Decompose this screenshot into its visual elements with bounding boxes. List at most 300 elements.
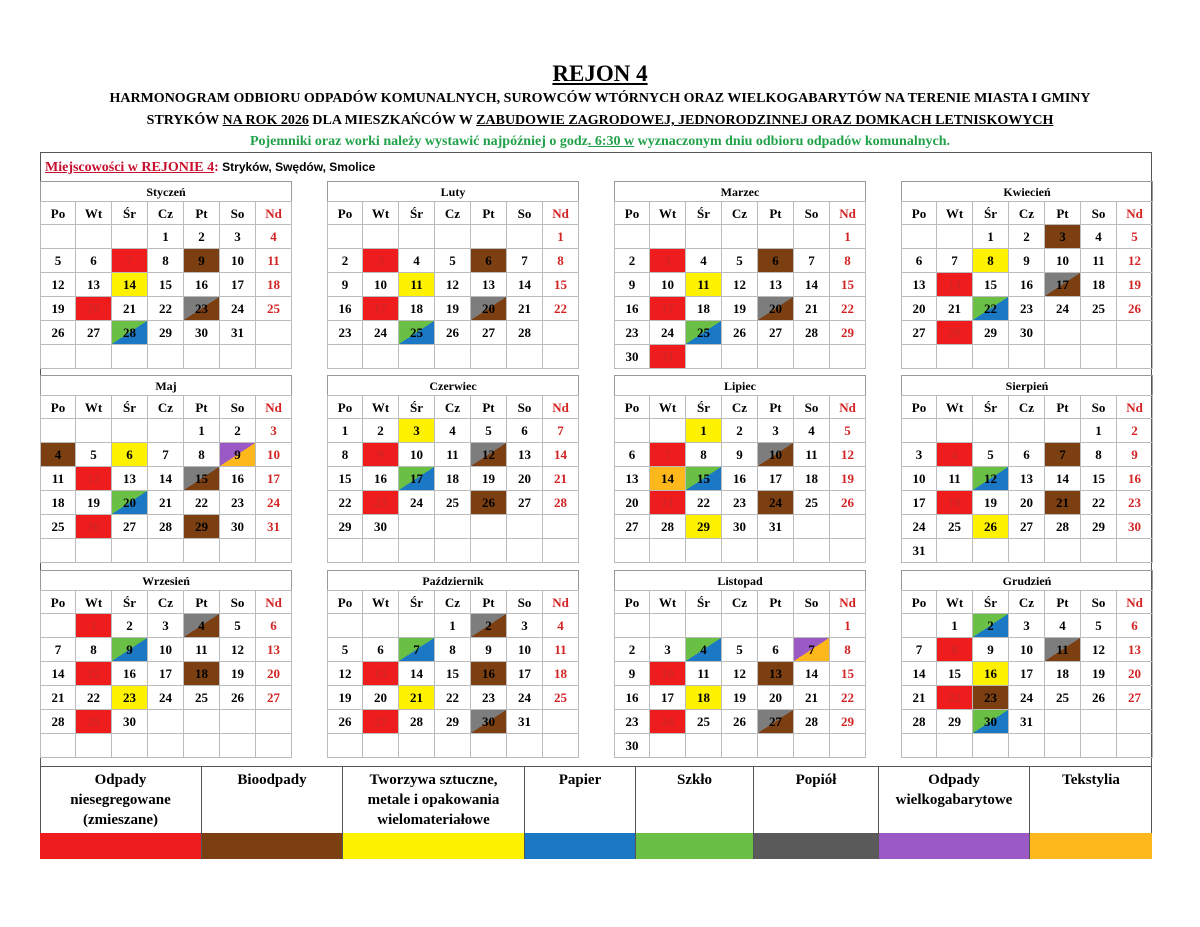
day-cell: 6 (1117, 614, 1153, 638)
month-grid (327, 395, 579, 563)
day-cell: 23 (471, 686, 507, 710)
pickup-day-cell: 29 (76, 710, 112, 734)
empty-day-cell (1117, 734, 1153, 758)
pickup-day-cell: 7 (399, 638, 435, 662)
day-cell: 31 (1009, 710, 1045, 734)
weekday-header: So (794, 201, 830, 225)
empty-day-cell (40, 345, 76, 369)
day-cell: 11 (543, 638, 579, 662)
month-name: Grudzień (901, 570, 1153, 590)
empty-day-cell (220, 539, 256, 563)
empty-day-cell (1081, 321, 1117, 345)
empty-day-cell (1117, 710, 1153, 734)
day-cell: 15 (830, 662, 866, 686)
day-cell: 16 (614, 297, 650, 321)
pickup-day-cell: 10 (758, 443, 794, 467)
day-cell: 1 (937, 614, 973, 638)
day-cell: 28 (650, 515, 686, 539)
day-cell: 14 (148, 467, 184, 491)
day-cell: 10 (399, 443, 435, 467)
day-cell: 2 (184, 225, 220, 249)
day-cell: 17 (256, 467, 292, 491)
day-cell: 22 (1081, 491, 1117, 515)
empty-day-cell (543, 710, 579, 734)
day-cell: 13 (256, 638, 292, 662)
pickup-time-note (0, 132, 1200, 152)
day-cell: 25 (794, 491, 830, 515)
heading-part: DLA MIESZKAŃCÓW W (308, 113, 477, 128)
schedule-heading-line-2 (0, 111, 1200, 131)
empty-day-cell (650, 614, 686, 638)
day-cell: 6 (76, 249, 112, 273)
empty-day-cell (220, 734, 256, 758)
empty-day-cell (327, 614, 363, 638)
weekday-header: Nd (543, 395, 579, 419)
weekday-header: Po (901, 395, 937, 419)
legend-color-swatch (343, 833, 524, 859)
day-cell: 20 (1117, 662, 1153, 686)
day-cell: 27 (471, 321, 507, 345)
month-grid (327, 590, 579, 758)
day-cell: 2 (327, 249, 363, 273)
weekday-header: Wt (937, 201, 973, 225)
empty-day-cell (1117, 321, 1153, 345)
empty-day-cell (937, 419, 973, 443)
legend-item (343, 766, 525, 859)
note-part: Pojemniki oraz worki należy wystawić najpóźniej o godz (249, 134, 588, 149)
pickup-day-cell: 14 (650, 467, 686, 491)
pickup-day-cell: 11 (1045, 638, 1081, 662)
day-cell: 19 (722, 297, 758, 321)
day-cell: 1 (1081, 419, 1117, 443)
empty-day-cell (435, 515, 471, 539)
heading-year: NA ROK 2026 (222, 113, 309, 128)
locations-value: Stryków, Swędów, Smolice (218, 160, 376, 174)
day-cell: 13 (471, 273, 507, 297)
day-cell: 1 (327, 419, 363, 443)
day-cell: 2 (614, 249, 650, 273)
month-12 (901, 570, 1153, 758)
day-cell: 30 (184, 321, 220, 345)
day-cell: 11 (1081, 249, 1117, 273)
pickup-day-cell: 23 (363, 491, 399, 515)
day-cell: 9 (973, 638, 1009, 662)
day-cell: 28 (507, 321, 543, 345)
pickup-day-cell: 7 (112, 249, 148, 273)
day-cell: 22 (148, 297, 184, 321)
day-cell: 24 (507, 686, 543, 710)
day-cell: 21 (794, 297, 830, 321)
weekday-header: Śr (399, 395, 435, 419)
month-2 (327, 181, 579, 369)
empty-day-cell (973, 345, 1009, 369)
empty-day-cell (1009, 539, 1045, 563)
pickup-day-cell: 23 (112, 686, 148, 710)
pickup-day-cell: 17 (650, 297, 686, 321)
heading-zone: ZABUDOWIE ZAGRODOWEJ, JEDNORODZINNEJ ORAZ DOMKACH LETNISKOWYCH (476, 113, 1054, 128)
pickup-day-cell: 9 (184, 249, 220, 273)
empty-day-cell (1045, 321, 1081, 345)
empty-day-cell (40, 614, 76, 638)
legend-color-swatch (1030, 833, 1152, 859)
legend-label: Tekstylia (1062, 772, 1120, 788)
day-cell: 8 (435, 638, 471, 662)
day-cell: 29 (830, 321, 866, 345)
day-cell: 22 (184, 491, 220, 515)
heading-part: STRYKÓW (146, 113, 223, 128)
empty-day-cell (758, 734, 794, 758)
empty-day-cell (830, 515, 866, 539)
day-cell: 4 (399, 249, 435, 273)
weekday-header: Pt (184, 590, 220, 614)
weekday-header: Wt (650, 395, 686, 419)
weekday-header: Wt (76, 395, 112, 419)
day-cell: 10 (507, 638, 543, 662)
pickup-day-cell: 9 (220, 443, 256, 467)
day-cell: 5 (435, 249, 471, 273)
day-cell: 27 (901, 321, 937, 345)
day-cell: 22 (686, 491, 722, 515)
day-cell: 15 (327, 467, 363, 491)
empty-day-cell (256, 734, 292, 758)
empty-day-cell (901, 225, 937, 249)
weekday-header: Po (40, 395, 76, 419)
pickup-day-cell: 29 (686, 515, 722, 539)
empty-day-cell (112, 419, 148, 443)
day-cell: 27 (758, 321, 794, 345)
pickup-day-cell: 14 (112, 273, 148, 297)
empty-day-cell (399, 515, 435, 539)
pickup-day-cell: 6 (471, 249, 507, 273)
empty-day-cell (543, 321, 579, 345)
day-cell: 21 (148, 491, 184, 515)
day-cell: 3 (758, 419, 794, 443)
weekday-header: So (794, 395, 830, 419)
page-title: REJON 4 (552, 61, 648, 86)
day-cell: 22 (830, 686, 866, 710)
empty-day-cell (435, 225, 471, 249)
day-cell: 10 (1009, 638, 1045, 662)
day-cell: 30 (614, 734, 650, 758)
day-cell: 19 (435, 297, 471, 321)
legend-item (1030, 766, 1152, 859)
day-cell: 28 (399, 710, 435, 734)
empty-day-cell (614, 539, 650, 563)
day-cell: 21 (543, 467, 579, 491)
weekday-header: Śr (112, 395, 148, 419)
day-cell: 15 (1081, 467, 1117, 491)
legend-label: Papier (558, 772, 602, 788)
legend-label: Szkło (676, 772, 712, 788)
locations-colon: : (214, 160, 219, 175)
day-cell: 27 (256, 686, 292, 710)
day-cell: 9 (471, 638, 507, 662)
day-cell: 14 (40, 662, 76, 686)
month-9 (40, 570, 292, 758)
day-cell: 5 (830, 419, 866, 443)
empty-day-cell (363, 734, 399, 758)
day-cell: 28 (901, 710, 937, 734)
day-cell: 30 (112, 710, 148, 734)
day-cell: 4 (543, 614, 579, 638)
empty-day-cell (435, 345, 471, 369)
day-cell: 13 (507, 443, 543, 467)
pickup-day-cell: 2 (471, 614, 507, 638)
month-grid (901, 395, 1153, 563)
day-cell: 5 (1117, 225, 1153, 249)
day-cell: 14 (794, 662, 830, 686)
day-cell: 26 (435, 321, 471, 345)
legend-label: Odpady wielkogabarytowe (895, 772, 1013, 808)
empty-day-cell (901, 345, 937, 369)
empty-day-cell (686, 225, 722, 249)
empty-day-cell (148, 345, 184, 369)
day-cell: 31 (507, 710, 543, 734)
day-cell: 27 (614, 515, 650, 539)
empty-day-cell (901, 734, 937, 758)
day-cell: 12 (40, 273, 76, 297)
day-cell: 3 (1009, 614, 1045, 638)
day-cell: 13 (76, 273, 112, 297)
day-cell: 3 (507, 614, 543, 638)
pickup-day-cell: 7 (1045, 443, 1081, 467)
month-name: Wrzesień (40, 570, 292, 590)
empty-day-cell (507, 539, 543, 563)
day-cell: 4 (256, 225, 292, 249)
day-cell: 19 (471, 467, 507, 491)
day-cell: 11 (686, 662, 722, 686)
empty-day-cell (148, 419, 184, 443)
day-cell: 12 (1117, 249, 1153, 273)
empty-day-cell (650, 734, 686, 758)
empty-day-cell (507, 734, 543, 758)
day-cell: 7 (901, 638, 937, 662)
weekday-header: Nd (543, 590, 579, 614)
day-cell: 7 (937, 249, 973, 273)
empty-day-cell (40, 539, 76, 563)
locations-label: Miejscowości w REJONIE 4 (45, 160, 215, 175)
day-cell: 24 (220, 297, 256, 321)
day-cell: 30 (722, 515, 758, 539)
day-cell: 6 (363, 638, 399, 662)
day-cell: 2 (220, 419, 256, 443)
day-cell: 6 (758, 638, 794, 662)
month-name: Październik (327, 570, 579, 590)
pickup-day-cell: 26 (471, 491, 507, 515)
weekday-header: Wt (937, 395, 973, 419)
day-cell: 15 (937, 662, 973, 686)
empty-day-cell (1045, 734, 1081, 758)
pickup-day-cell: 25 (686, 321, 722, 345)
weekday-header: Cz (722, 395, 758, 419)
day-cell: 17 (901, 491, 937, 515)
pickup-day-cell: 9 (112, 638, 148, 662)
empty-day-cell (435, 539, 471, 563)
empty-day-cell (758, 614, 794, 638)
day-cell: 20 (507, 467, 543, 491)
month-11 (614, 570, 866, 758)
pickup-day-cell: 12 (973, 467, 1009, 491)
empty-day-cell (327, 539, 363, 563)
pickup-day-cell: 26 (76, 515, 112, 539)
weekday-header: Śr (112, 201, 148, 225)
empty-day-cell (650, 225, 686, 249)
empty-day-cell (363, 614, 399, 638)
empty-day-cell (1009, 345, 1045, 369)
pickup-day-cell: 7 (650, 443, 686, 467)
day-cell: 8 (686, 443, 722, 467)
day-cell: 15 (973, 273, 1009, 297)
legend-color-swatch (525, 833, 635, 859)
pickup-day-cell: 21 (399, 686, 435, 710)
empty-day-cell (973, 539, 1009, 563)
pickup-day-cell: 2 (973, 614, 1009, 638)
day-cell: 10 (1045, 249, 1081, 273)
day-cell: 15 (148, 273, 184, 297)
weekday-header: Nd (1117, 201, 1153, 225)
empty-day-cell (794, 614, 830, 638)
day-cell: 8 (184, 443, 220, 467)
day-cell: 14 (1045, 467, 1081, 491)
weekday-header: Pt (184, 201, 220, 225)
day-cell: 12 (220, 638, 256, 662)
day-cell: 2 (112, 614, 148, 638)
pickup-day-cell: 4 (937, 443, 973, 467)
empty-day-cell (471, 539, 507, 563)
weekday-header: Śr (686, 201, 722, 225)
month-grid (40, 590, 292, 758)
day-cell: 18 (543, 662, 579, 686)
pickup-day-cell: 30 (471, 710, 507, 734)
day-cell: 30 (220, 515, 256, 539)
day-cell: 26 (327, 710, 363, 734)
day-cell: 19 (220, 662, 256, 686)
day-cell: 12 (722, 273, 758, 297)
day-cell: 25 (686, 710, 722, 734)
day-cell: 17 (1009, 662, 1045, 686)
empty-day-cell (184, 710, 220, 734)
day-cell: 26 (722, 710, 758, 734)
day-cell: 22 (830, 297, 866, 321)
day-cell: 3 (901, 443, 937, 467)
empty-day-cell (363, 345, 399, 369)
day-cell: 25 (184, 686, 220, 710)
month-name: Listopad (614, 570, 866, 590)
pickup-day-cell: 29 (184, 515, 220, 539)
day-cell: 19 (76, 491, 112, 515)
weekday-header: Śr (686, 395, 722, 419)
weekday-header: Wt (76, 590, 112, 614)
day-cell: 19 (1081, 662, 1117, 686)
day-cell: 16 (614, 686, 650, 710)
day-cell: 23 (614, 710, 650, 734)
empty-day-cell (758, 539, 794, 563)
empty-day-cell (794, 225, 830, 249)
day-cell: 16 (327, 297, 363, 321)
day-cell: 13 (1117, 638, 1153, 662)
empty-day-cell (256, 345, 292, 369)
empty-day-cell (112, 345, 148, 369)
day-cell: 30 (363, 515, 399, 539)
legend-label: Odpady niesegregowane (zmieszane) (70, 772, 171, 828)
weekday-header: Po (327, 590, 363, 614)
empty-day-cell (686, 539, 722, 563)
pickup-day-cell: 11 (399, 273, 435, 297)
day-cell: 9 (327, 273, 363, 297)
day-cell: 11 (435, 443, 471, 467)
empty-day-cell (614, 614, 650, 638)
day-cell: 18 (435, 467, 471, 491)
pickup-day-cell: 12 (471, 443, 507, 467)
empty-day-cell (937, 225, 973, 249)
empty-day-cell (363, 539, 399, 563)
empty-day-cell (256, 321, 292, 345)
pickup-day-cell: 28 (937, 321, 973, 345)
weekday-header: Śr (973, 201, 1009, 225)
pickup-day-cell: 15 (686, 467, 722, 491)
legend-color-swatch (636, 833, 753, 859)
weekday-header: So (507, 395, 543, 419)
empty-day-cell (1117, 539, 1153, 563)
weekday-header: Śr (112, 590, 148, 614)
day-cell: 28 (794, 710, 830, 734)
weekday-header: Nd (830, 590, 866, 614)
day-cell: 6 (256, 614, 292, 638)
empty-day-cell (40, 734, 76, 758)
weekday-header: Nd (256, 201, 292, 225)
empty-day-cell (937, 539, 973, 563)
empty-day-cell (614, 225, 650, 249)
day-cell: 20 (901, 297, 937, 321)
empty-day-cell (830, 345, 866, 369)
day-cell: 25 (40, 515, 76, 539)
day-cell: 30 (1009, 321, 1045, 345)
legend-color-swatch (40, 833, 201, 859)
empty-day-cell (686, 734, 722, 758)
day-cell: 11 (794, 443, 830, 467)
empty-day-cell (184, 345, 220, 369)
pickup-day-cell: 9 (363, 443, 399, 467)
empty-day-cell (148, 539, 184, 563)
day-cell: 22 (543, 297, 579, 321)
empty-day-cell (76, 419, 112, 443)
empty-day-cell (148, 710, 184, 734)
empty-day-cell (507, 515, 543, 539)
day-cell: 1 (830, 225, 866, 249)
empty-day-cell (1081, 710, 1117, 734)
day-cell: 21 (794, 686, 830, 710)
day-cell: 8 (76, 638, 112, 662)
pickup-day-cell: 13 (758, 662, 794, 686)
day-cell: 26 (830, 491, 866, 515)
day-cell: 4 (1045, 614, 1081, 638)
weekday-header: Cz (1009, 201, 1045, 225)
day-cell: 10 (901, 467, 937, 491)
weekday-header: Nd (256, 395, 292, 419)
day-cell: 9 (614, 662, 650, 686)
day-cell: 31 (758, 515, 794, 539)
month-grid (614, 201, 866, 369)
pickup-day-cell: 20 (76, 297, 112, 321)
pickup-day-cell: 27 (363, 710, 399, 734)
day-cell: 14 (399, 662, 435, 686)
weekday-header: Cz (148, 201, 184, 225)
pickup-day-cell: 24 (650, 710, 686, 734)
day-cell: 20 (758, 686, 794, 710)
day-cell: 24 (1009, 686, 1045, 710)
pickup-day-cell: 12 (76, 467, 112, 491)
month-grid (614, 590, 866, 758)
